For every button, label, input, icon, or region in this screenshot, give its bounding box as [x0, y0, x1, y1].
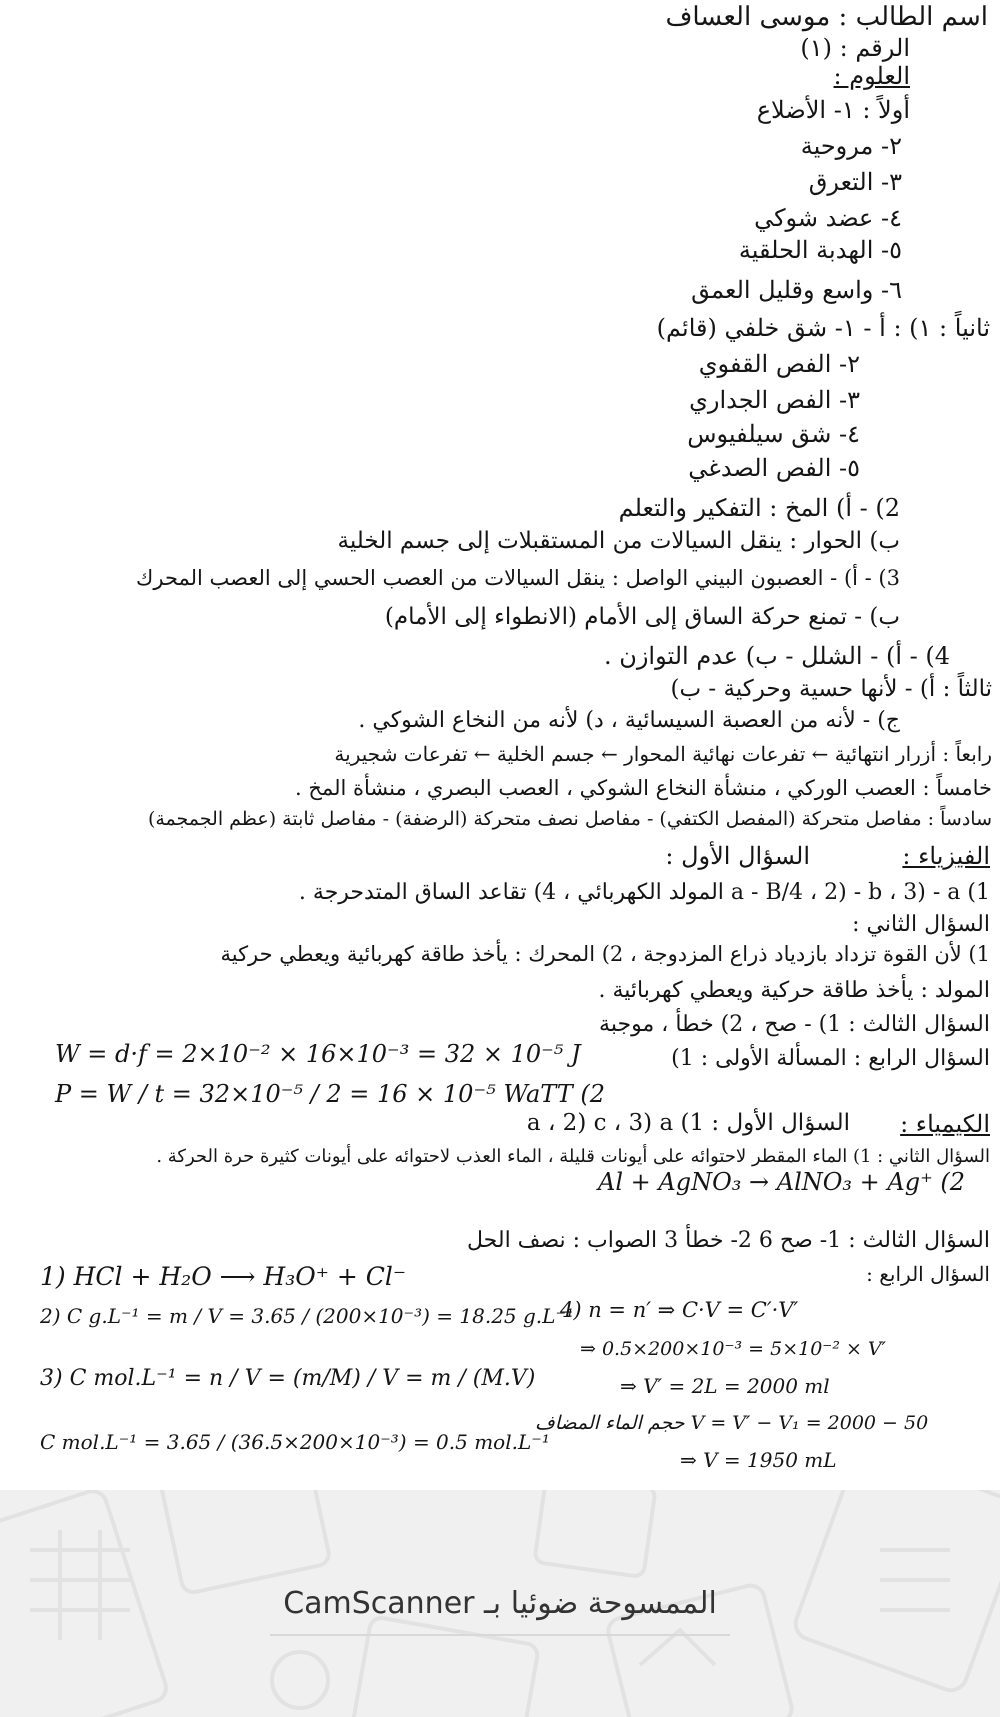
science-second-1: ثانياً : ١) : أ - ١- شق خلفي (قائم): [656, 314, 990, 342]
chemistry-q4-title: السؤال الرابع :: [866, 1262, 990, 1286]
science-first-3: ٣- التعرق: [808, 168, 902, 196]
chemistry-eq-1: 1) HCl + H₂O ⟶ H₃O⁺ + Cl⁻: [40, 1262, 407, 1291]
science-second-10: 4) - أ) - الشلل - ب) عدم التوازن .: [603, 642, 950, 670]
chemistry-q3: السؤال الثالث : 1- صح 6 2- خطأ 3 الصواب : نصف الحل: [467, 1228, 990, 1253]
student-name: اسم الطالب : موسى العساف: [665, 2, 988, 32]
physics-q4-title: السؤال الرابع : المسألة الأولى : 1): [671, 1046, 990, 1071]
science-fourth: رابعاً : أزرار انتهائية ← تفرعات نهائية المحوار ← جسم الخلية ← تفرعات شجيرية: [334, 742, 992, 766]
physics-q1-answers: 1) a - B/4 ، 2) - b ، 3) - a المولد الكهربائي ، 4) تقاعد الساق المتدحرجة .: [298, 880, 990, 905]
science-second-7: ب) الحوار : ينقل السيالات من المستقبلات إلى جسم الخلية: [337, 528, 900, 554]
chemistry-eq-8: حجم الماء المضاف V = V′ − V₁ = 2000 − 50: [535, 1412, 929, 1434]
science-second-5: ٥- الفص الصدغي: [688, 454, 860, 482]
science-third-2: ج) - لأنه من العصبة السيسائية ، د) لأنه من النخاع الشوكي .: [358, 708, 900, 733]
chemistry-q2: السؤال الثاني : 1) الماء المقطر لاحتوائه على أيونات قليلة ، الماء العذب لاحتوائه على أيونات كثيرة حرة الحركة .: [156, 1146, 990, 1167]
chemistry-eq-3: 3) C mol.L⁻¹ = n / V = (m/M) / V = m / (M.V): [40, 1366, 536, 1391]
science-second-3: ٣- الفص الجداري: [689, 386, 860, 414]
physics-q3: السؤال الثالث : 1) - صح ، 2) خطأ ، موجبة: [599, 1012, 990, 1037]
scanned-with-camscanner: الممسوحة ضوئيا بـ CamScanner: [283, 1586, 717, 1621]
science-second-2: ٢- الفص القفوي: [698, 350, 860, 378]
science-second-8: 3) - أ) - العصبون البيني الواصل : ينقل السيالات من العصب الحسي إلى العصب المحرك: [136, 566, 900, 590]
physics-work-equation: W = d·f = 2×10⁻² × 16×10⁻³ = 32 × 10⁻⁵ J: [55, 1040, 581, 1068]
science-third-1: ثالثاً : أ) - لأنها حسية وحركية - ب): [670, 676, 992, 702]
science-heading: العلوم :: [833, 62, 910, 90]
science-first-4: ٤- عضد شوكي: [754, 204, 902, 232]
science-fifth: خامساً : العصب الوركي ، منشأة النخاع الشوكي ، العصب البصري ، منشأة المخ .: [295, 776, 992, 800]
chemistry-q1: السؤال الأول : 1) a ، 2) c ، 3) a: [526, 1110, 850, 1136]
physics-q2-title: السؤال الثاني :: [852, 912, 990, 937]
chemistry-eq-2: 2) C g.L⁻¹ = m / V = 3.65 / (200×10⁻³) = 18.25 g.L⁻¹: [40, 1304, 575, 1328]
science-second-4: ٤- شق سيلفيوس: [687, 420, 860, 448]
chemistry-eq-7: ⇒ V′ = 2L = 2000 ml: [620, 1374, 830, 1398]
chemistry-eq-5: 4) n = n′ ⇒ C·V = C′·V′: [560, 1298, 799, 1322]
physics-power-equation: P = W / t = 32×10⁻⁵ / 2 = 16 × 10⁻⁵ WaTT (2: [55, 1080, 605, 1108]
chemistry-eq-9: ⇒ V = 1950 mL: [680, 1448, 837, 1472]
science-second-9: ب) - تمنع حركة الساق إلى الأمام (الانطواء إلى الأمام): [384, 604, 900, 630]
science-sixth: سادساً : مفاصل متحركة (المفصل الكتفي) - مفاصل نصف متحركة (الرضفة) - مفاصل ثابتة (عظم الجمجمة): [147, 808, 992, 830]
science-first-2: ٢- مروحية: [800, 132, 902, 160]
science-first-1: أولاً : ١- الأضلاع: [756, 96, 910, 124]
chemistry-eq-6: ⇒ 0.5×200×10⁻³ = 5×10⁻² × V′: [580, 1338, 886, 1360]
science-second-6: 2) - أ) المخ : التفكير والتعلم: [618, 494, 900, 522]
physics-q1-title: السؤال الأول :: [665, 842, 810, 870]
physics-heading: الفيزياء :: [902, 842, 990, 870]
camscanner-footer: [0, 1490, 1000, 1717]
science-first-6: ٦- واسع وقليل العمق: [691, 276, 902, 304]
student-number: الرقم : (١): [800, 34, 910, 62]
chemistry-eq-4: C mol.L⁻¹ = 3.65 / (36.5×200×10⁻³) = 0.5 mol.L⁻¹: [40, 1430, 550, 1454]
physics-q2-answer-2: المولد : يأخذ طاقة حركية ويعطي كهربائية .: [598, 978, 990, 1003]
physics-q2-answer-1: 1) لأن القوة تزداد بازدياد ذراع المزدوجة ، 2) المحرك : يأخذ طاقة كهربائية ويعطي حركية: [220, 942, 990, 966]
chemistry-heading: الكيمياء :: [900, 1110, 990, 1138]
footer-divider: [270, 1634, 730, 1636]
science-first-5: ٥- الهدبة الحلقية: [738, 236, 902, 264]
chemistry-reaction: Al + AgNO₃ → AlNO₃ + Ag⁺ (2: [598, 1168, 966, 1196]
